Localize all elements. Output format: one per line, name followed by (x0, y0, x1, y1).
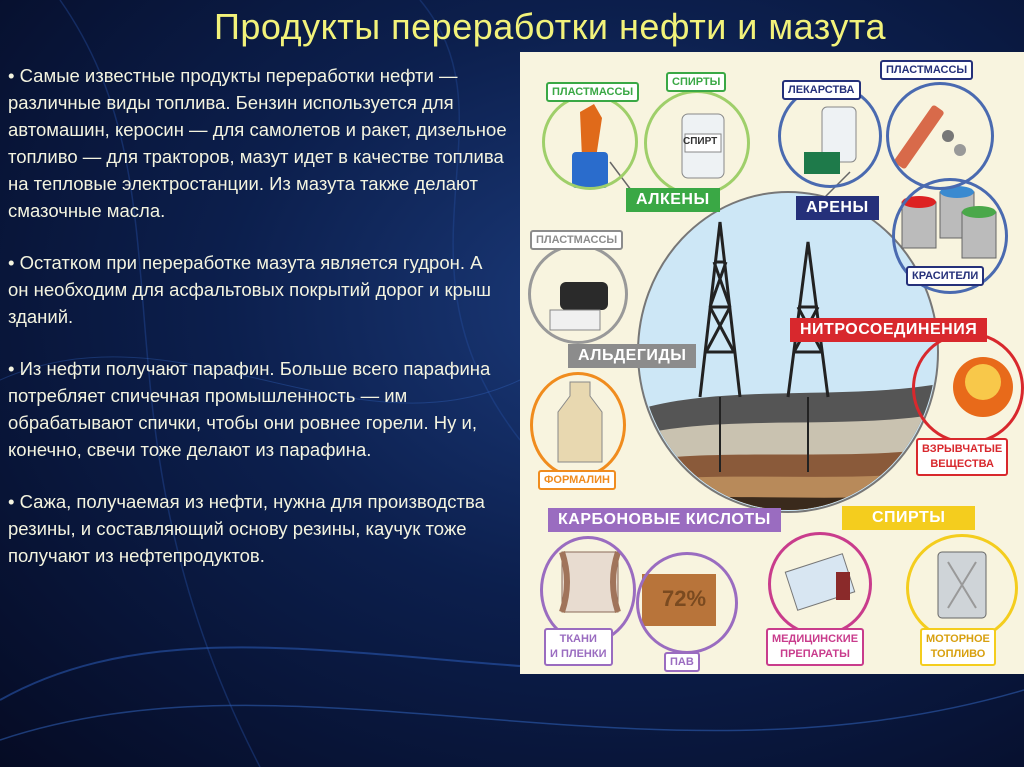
label-medical (766, 628, 864, 666)
label-fabrics-line2: И ПЛЕНКИ (550, 648, 607, 660)
text-column (8, 62, 508, 594)
label-explosives (916, 438, 1008, 476)
label-dyes: КРАСИТЕЛИ (906, 266, 984, 286)
label-plastics-3: ПЛАСТМАССЫ (530, 230, 623, 250)
label-medical-line1: МЕДИЦИНСКИЕ (772, 633, 859, 645)
circle-fuel (906, 534, 1018, 642)
jar-label: СПИРТ (683, 136, 718, 147)
banner-nitro: НИТРОСОЕДИНЕНИЯ (790, 318, 987, 342)
banner-arenes: АРЕНЫ (796, 196, 879, 220)
label-formalin: ФОРМАЛИН (538, 470, 616, 490)
circle-medical (768, 532, 872, 636)
label-surfactant: ПАВ (664, 652, 700, 672)
label-fabrics-line1: ТКАНИ (559, 633, 597, 645)
label-medical-line2: ПРЕПАРАТЫ (780, 648, 850, 660)
label-fuel (920, 628, 996, 666)
paragraph-paraffin: • Из нефти получают парафин. Больше всего парафина потребляет спичечная промышленность — им обрабатывают спички, чтобы они ровнее горели. Ну и, конечно, свечи тоже делают из парафина. (8, 358, 491, 460)
circle-formalin (530, 372, 626, 478)
circle-explosives (912, 332, 1024, 444)
banner-alkenes: АЛКЕНЫ (626, 188, 720, 212)
label-explosives-line1: ВЗРЫВЧАТЫЕ (922, 443, 1003, 455)
page-title: Продукты переработки нефти и мазута (214, 6, 886, 47)
label-medicines: ЛЕКАРСТВА (782, 80, 861, 100)
paragraph-soot: • Сажа, получаемая из нефти, нужна для производства резины, и составляющий основу резины, каучук тоже получают из нефтепродуктов. (8, 491, 485, 566)
label-explosives-line2: ВЕЩЕСТВА (930, 458, 994, 470)
label-plastics-1: ПЛАСТМАССЫ (546, 82, 639, 102)
label-fabrics (544, 628, 613, 666)
circle-plastics-1 (542, 94, 638, 190)
oil-products-diagram (520, 52, 1024, 674)
banner-carboxylic: КАРБОНОВЫЕ КИСЛОТЫ (548, 508, 781, 532)
label-spirits-1: СПИРТЫ (666, 72, 726, 92)
banner-spirits-2: СПИРТЫ (842, 506, 975, 530)
label-plastics-2: ПЛАСТМАССЫ (880, 60, 973, 80)
label-fuel-line2: ТОПЛИВО (930, 648, 986, 660)
circle-plastics-2 (886, 82, 994, 190)
paragraph-tar: • Остатком при переработке мазута является гудрон. А он необходим для асфальтовых покрытий дорог и крыш зданий. (8, 252, 491, 327)
paragraph-fuel: • Самые известные продукты переработки нефти — различные виды топлива. Бензин используется для автомашин, керосин — для самолетов и ракет, дизельное топливо — для тракторов, мазут идет в качестве топлива на тепловые электростанции. Из мазута также делают смазочные масла. (8, 65, 507, 221)
banner-aldehydes: АЛЬДЕГИДЫ (568, 344, 696, 368)
circle-plastics-3 (528, 244, 628, 344)
soap-label: 72% (662, 586, 707, 611)
label-fuel-line1: МОТОРНОЕ (926, 633, 990, 645)
